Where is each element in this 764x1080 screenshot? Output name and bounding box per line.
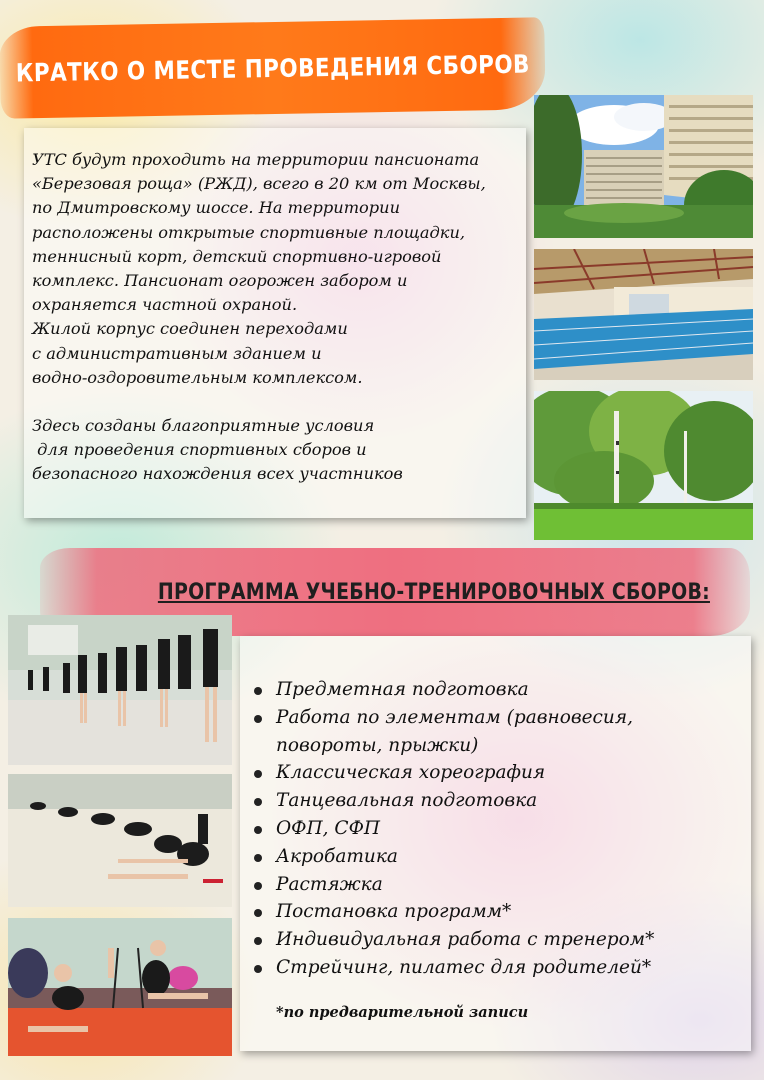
bullet-icon bbox=[254, 687, 262, 695]
bullet-icon bbox=[254, 937, 262, 945]
bullet-icon bbox=[254, 882, 262, 890]
program-card bbox=[240, 636, 751, 1051]
list-item: Акробатика bbox=[254, 843, 744, 871]
about-line: по Дмитровскому шоссе. На территории bbox=[32, 198, 401, 218]
about-line: расположены открытые спортивные площадки, bbox=[32, 222, 466, 242]
list-item: ОФП, СФП bbox=[254, 815, 744, 843]
bullet-icon bbox=[254, 798, 262, 806]
list-item: Индивидуальная работа с тренером* bbox=[254, 926, 744, 954]
list-item: Танцевальная подготовка bbox=[254, 787, 744, 815]
program-title: ПРОГРАММА УЧЕБНО-ТРЕНИРОВОЧНЫХ СБОРОВ: bbox=[157, 579, 710, 605]
about-line: безопасного нахождения всех участников bbox=[32, 464, 403, 484]
page-title: КРАТКО О МЕСТЕ ПРОВЕДЕНИЯ СБОРОВ bbox=[15, 49, 530, 87]
pool-photo bbox=[534, 249, 753, 380]
about-line: водно-оздоровительным комплексом. bbox=[32, 367, 363, 387]
list-item: Работа по элементам (равновесия, повороты, прыжки) bbox=[254, 704, 744, 760]
about-line: Жилой корпус соединен переходами bbox=[32, 319, 348, 339]
about-card bbox=[24, 128, 526, 518]
bullet-icon bbox=[254, 826, 262, 834]
about-line: для проведения спортивных сборов и bbox=[32, 440, 367, 460]
birch-photo bbox=[534, 391, 753, 540]
gym-photo-split bbox=[8, 918, 232, 1056]
bullet-icon bbox=[254, 715, 262, 723]
bullet-icon bbox=[254, 854, 262, 862]
about-line: комплекс. Пансионат огорожен забором и bbox=[32, 271, 408, 291]
list-item: Стрейчинг, пилатес для родителей* bbox=[254, 954, 744, 982]
about-line: Здесь созданы благоприятные условия bbox=[32, 416, 375, 436]
program-list bbox=[254, 676, 744, 982]
about-line: с административным зданием и bbox=[32, 343, 322, 363]
bullet-icon bbox=[254, 770, 262, 778]
list-item: Предметная подготовка bbox=[254, 676, 744, 704]
header-brush bbox=[0, 17, 546, 118]
about-text bbox=[32, 148, 522, 487]
gym-photo-stretching bbox=[8, 774, 232, 907]
about-line: охраняется частной охраной. bbox=[32, 295, 298, 315]
about-line: УТС будут проходить на территории пансионата bbox=[32, 150, 480, 169]
about-line: теннисный корт, детский спортивно-игровой bbox=[32, 246, 442, 266]
about-line: «Березовая роща» (РЖД), всего в 20 км от Москвы, bbox=[32, 174, 486, 194]
list-item: Классическая хореография bbox=[254, 759, 744, 787]
list-item: Растяжка bbox=[254, 871, 744, 899]
list-item: Постановка программ* bbox=[254, 898, 744, 926]
bullet-icon bbox=[254, 909, 262, 917]
bullet-icon bbox=[254, 965, 262, 973]
gym-photo-standing bbox=[8, 615, 232, 765]
footnote: *по предварительной записи bbox=[276, 1004, 529, 1021]
building-photo bbox=[534, 95, 753, 238]
